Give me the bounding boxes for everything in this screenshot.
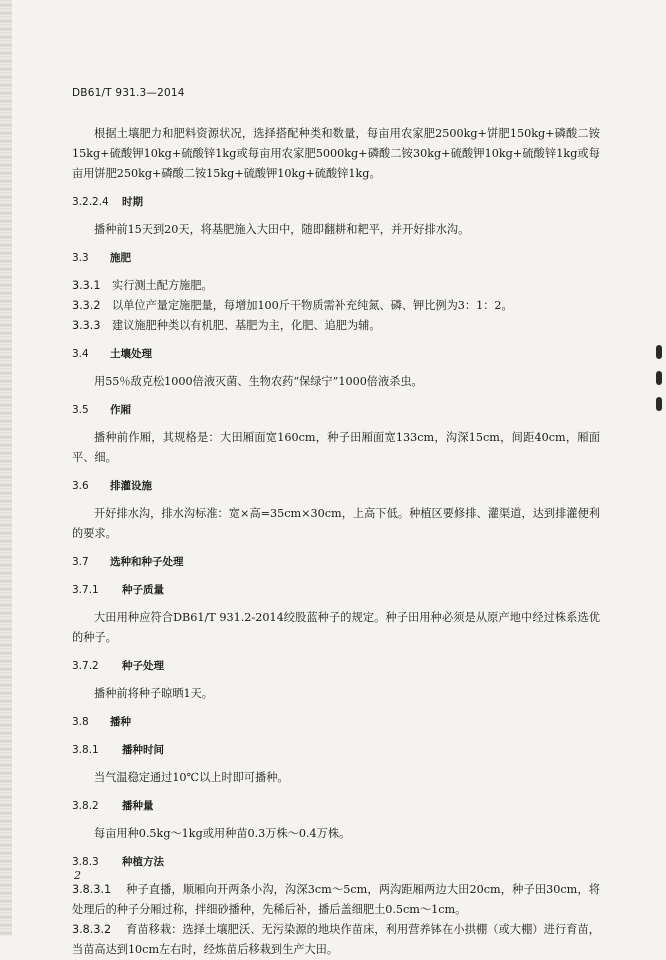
- scan-punch-marks: [656, 345, 664, 455]
- scan-binding-edge: [0, 0, 12, 936]
- paragraph-drainage: 开好排水沟，排水沟标准：宽×高=35cm×30cm，上高下低。种植区要修排、灌渠道，达到排灌便利的要求。: [72, 507, 600, 540]
- heading-3-6: 3.6 排灌设施: [72, 480, 152, 492]
- paragraph-soil-treatment: 用55％敌克松1000倍液灭菌、生物农药“保绿宁”1000倍液杀虫。: [94, 375, 423, 388]
- paragraph-timing: 播种前15天到20天，将基肥施入大田中，随即翻耕和耙平，并开好排水沟。: [94, 223, 470, 236]
- item-3-8-3-1: 3.8.3.1 种子直播，顺厢向开两条小沟，沟深3cm～5cm，两沟距厢两边大田20cm，种子田30cm，将处理后的种子分厢过称，拌细砂播种，先稀后补，播后盖细肥土0.5cm～1cm。: [72, 883, 600, 916]
- paragraph-bed-making: 播种前作厢，其规格是：大田厢面宽160cm，种子田厢面宽133cm，沟深15cm，间距40cm，厢面平、细。: [72, 431, 600, 464]
- item-3-8-3-2: 3.8.3.2 育苗移栽：选择土壤肥沃、无污染源的地块作苗床，利用营养钵在小拱棚（或大棚）进行育苗，当苗高达到10cm左右时，经炼苗后移栽到生产大田。: [72, 923, 600, 956]
- heading-3-5: 3.5 作厢: [72, 404, 131, 416]
- heading-3-2-2-4: 3.2.2.4 时期: [72, 196, 143, 208]
- heading-3-7-1: 3.7.1 种子质量: [72, 584, 164, 596]
- paragraph-sowing-time: 当气温稳定通过10℃以上时即可播种。: [94, 771, 289, 784]
- page-number: 2: [74, 869, 81, 882]
- heading-3-8-1: 3.8.1 播种时间: [72, 744, 164, 756]
- heading-3-8-3: 3.8.3 种植方法: [72, 856, 164, 868]
- item-3-3-1: 3.3.1 实行测土配方施肥。: [72, 279, 213, 292]
- paragraph-fertilizer-mix: 根据土壤肥力和肥料资源状况，选择搭配种类和数量，每亩用农家肥2500kg+饼肥150kg+磷酸二铵15kg+硫酸钾10kg+硫酸锌1kg或每亩用农家肥5000kg+磷酸二铵30kg+硫酸钾10kg+硫酸锌1kg或每亩用饼肥250kg+磷酸二铵15kg+硫酸钾10kg+硫酸锌1kg。: [72, 127, 600, 180]
- standard-code-header: DB61/T 931.3—2014: [72, 87, 185, 99]
- heading-3-8-2: 3.8.2 播种量: [72, 800, 154, 812]
- item-3-3-3: 3.3.3 建议施肥种类以有机肥、基肥为主，化肥、追肥为辅。: [72, 319, 381, 332]
- paragraph-seed-treatment: 播种前将种子晾晒1天。: [94, 687, 213, 700]
- heading-3-7: 3.7 选种和种子处理: [72, 556, 184, 568]
- paragraph-seed-quality: 大田用种应符合DB61/T 931.2-2014绞股蓝种子的规定。种子田用种必须是从原产地中经过株系选优的种子。: [72, 611, 600, 644]
- heading-3-3: 3.3 施肥: [72, 252, 131, 264]
- paragraph-sowing-amount: 每亩用种0.5kg～1kg或用种苗0.3万株～0.4万株。: [94, 827, 351, 840]
- heading-3-8: 3.8 播种: [72, 716, 131, 728]
- document-body: [72, 124, 600, 960]
- item-3-3-2: 3.3.2 以单位产量定施肥量，每增加100斤干物质需补充纯氮、磷、钾比例为3：1：2。: [72, 299, 513, 312]
- heading-3-7-2: 3.7.2 种子处理: [72, 660, 164, 672]
- heading-3-4: 3.4 土壤处理: [72, 348, 152, 360]
